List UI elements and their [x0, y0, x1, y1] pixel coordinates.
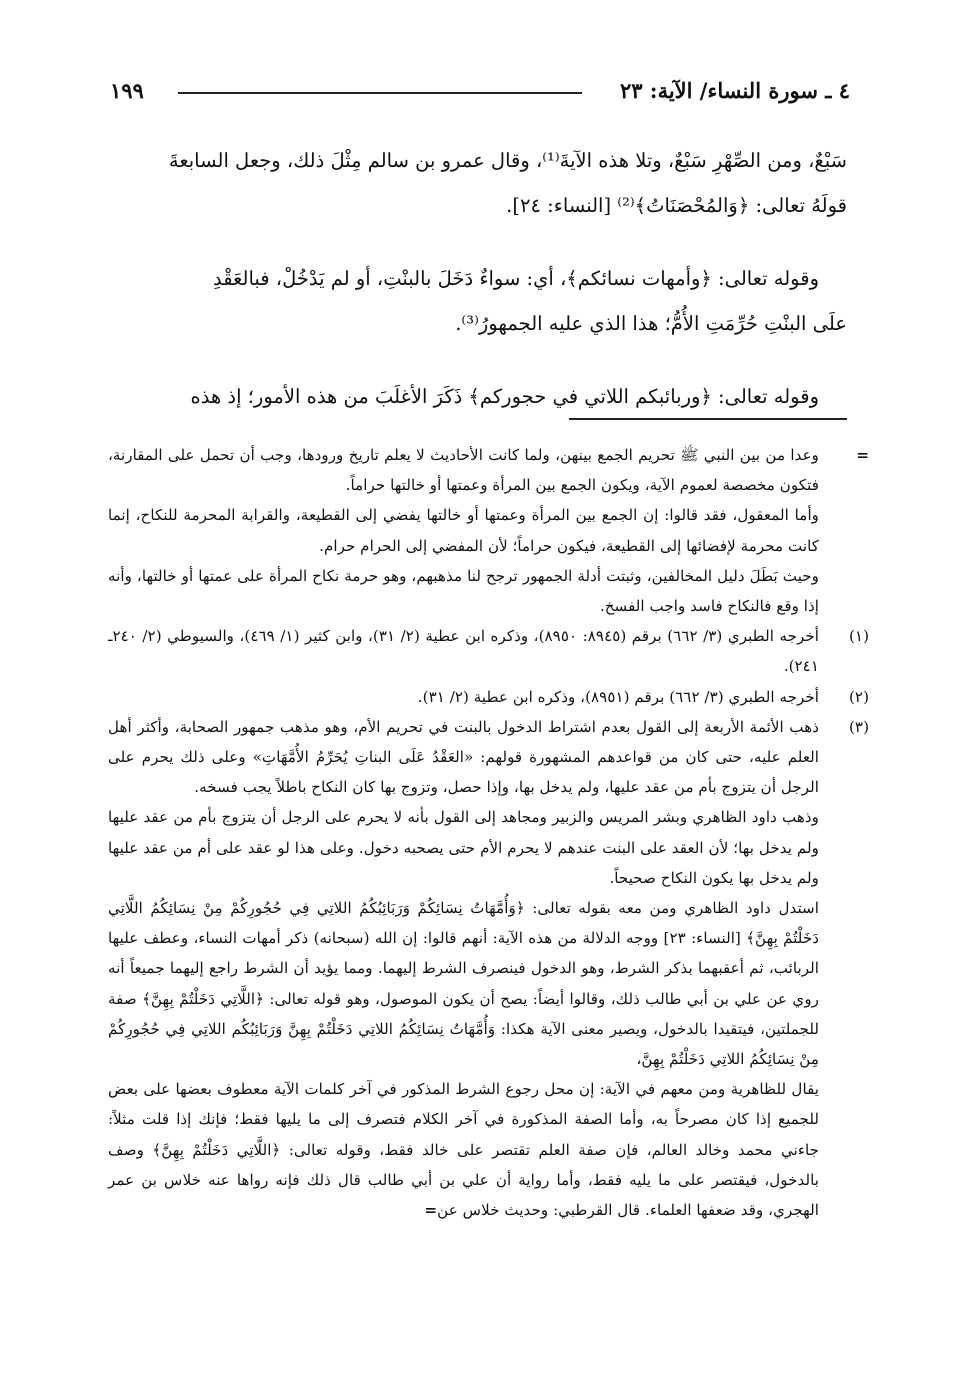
continuation-paragraph-2: وأما المعقول، فقد قالوا: إن الجمع بين المرأة وعمتها أو خالتها يفضي إلى القطيعة، والقرابة المحرمة للنكاح، إنما كانت محرمة لإفضائها إلى القطيعة، فيكون حراماً؛ لأن المفضي إلى الحرام حرام. — [108, 506, 819, 555]
footnote-3-paragraph-4 — [108, 1074, 819, 1225]
footnote-1 — [108, 621, 869, 681]
paragraph-1-line-1: سَبْعٌ، ومن الصِّهْرِ سَبْعٌ، وتلا هذه الآيةَ⁽¹⁾، وقال عمرو بن سالم مِثْلَ ذلك، وجعل السابعةَ — [168, 149, 847, 172]
header-rule — [178, 92, 582, 94]
continuation-paragraph-3: وحيث بَطَلَ دليل المخالفين، وثبتت أدلة الجمهور ترجح لنا مذهبهم، وهو حرمة نكاح المرأة على عمتها أو خالتها، وأنه إذا وقع فالنكاح فاسد واجب الفسخ. — [108, 566, 819, 616]
continuation-marker: = — [856, 446, 869, 464]
footnote-3 — [108, 712, 869, 1225]
footnote-continuation — [108, 440, 869, 621]
footnote-3-paragraph-4-text: يقال للظاهرية ومن معهم في الآية: إن محل رجوع الشرط المذكور في آخر كلمات الآية معطوف بعضها على بعض للجميع إذا كان مصرحاً به، وأما الصفة المذكورة في آخر الكلام فتصرف إلى ما يليها فقط؛ فإنك إذا قلت مثلاً: جاءني محمد وخالد العالم، فإن صفة العلم تقتصر على خالد فقط، وقوله تعالى: ﴿اللَّاتِي دَخَلْتُمْ بِهِنَّ﴾ وصف بالدخول، فيقتصر على ما يليه فقط، وأما رواية أن علي بن أبي طالب قال ذلك فإنه رواها عنه خلاس بن عمر الهجري، وقد ضعفها العلماء. قال القرطبي: وحديث خلاس عن — [108, 1080, 819, 1220]
footnote-1-number: (١) — [848, 627, 869, 646]
running-header — [110, 78, 850, 114]
page-number: ١٩٩ — [110, 78, 144, 103]
paragraph-2-line-2: علَى البنْتِ حُرِّمَتِ الأُمُّ؛ هذا الذي عليه الجمهورُ⁽³⁾. — [455, 312, 847, 335]
footnote-3-paragraph-3: استدل داود الظاهري ومن معه بقوله تعالى: ﴿وَأُمَّهَاتُ نِسَائِكُمْ وَرَبَائِبُكُمُ اللاتِي فِي حُجُورِكُمْ مِنْ نِسَائِكُمُ اللَّاتِي دَخَلْتُمْ بِهِنَّ﴾ [النساء: ٢٣] ووجه الدلالة من هذه الآية: أنهم قالوا: إن الله (سبحانه) ذكر أمهات النساء، وعطف عليها الربائب، ثم أعقبهما بذكر الشرط، وهو الدخول فينصرف الشرط إليهما. ومما يؤيد أن الشرط راجع إليهما جميعاً أنه روي عن علي بن أبي طالب ذلك، وقالوا أيضاً: يصح أن يكون الموصول، وهو قوله تعالى: ﴿اللَّاتِي دَخَلْتُمْ بِهِنَّ﴾ صفة للجملتين، فيتقيدا بالدخول، ويصير معنى الآية هكذا: وَأُمَّهَاتُ نِسَائِكُمُ اللاتِي دَخَلْتُمْ بِهِنَّ وَرَبَائِبُكُم اللاتِي فِي حُجُورِكُمْ مِنْ نِسَائِكُمُ اللاتِي دَخَلْتُمْ بِهِنَّ، — [108, 899, 819, 1069]
footnote-separator — [569, 418, 847, 420]
continuation-paragraph-1: وعدا من بين النبي ﷺ تحريم الجمع بينهن، ولما كانت الأحاديث لا يعلم تاريخ ورودها، وجب أن تحمل على المقارنة، فتكون مخصصة لعموم الآية، ويكون الجمع بين المرأة وعمتها أو خالتها حراماً. — [108, 446, 819, 495]
paragraph-2-line-1: وقوله تعالى: ﴿وأمهات نسائكم﴾، أي: سواءٌ دَخَلَ بالبنْتِ، أو لم يَدْخُلْ، فبالعَقْدِ — [213, 267, 819, 290]
chapter-title: ٤ ـ سورة النساء/ الآية: ٢٣ — [619, 78, 850, 103]
main-text — [110, 138, 847, 419]
footnote-3-paragraph-1: ذهب الأئمة الأربعة إلى القول بعدم اشتراط الدخول بالبنت في تحريم الأم، وهو مذهب جمهور الصحابة، وأكثر أهل العلم عليه، حتى كان من قواعدهم المشهورة قولهم: «العَقْدُ عَلَى البناتِ يُحَرِّمُ الأُمَّهَاتِ» وعلى ذلك يحرم على الرجل أن يتزوج بأم من عقد عليها، ولم يدخل بها، وإذا حصل، وتزوج بها كان النكاح باطلاً يجب فسخه. — [108, 717, 819, 797]
paragraph-1-line-2: قولَهُ تعالى: ﴿وَالمُحْصَنَاتُ﴾⁽²⁾ [النساء: ٢٤]. — [506, 194, 847, 217]
footnote-2-text: أخرجه الطبري (٣/ ٦٦٢) برقم (٨٩٥١)، وذكره ابن عطية (٢/ ٣١). — [417, 687, 819, 706]
footnote-1-text: أخرجه الطبري (٣/ ٦٦٢) برقم (٨٩٤٥: ٨٩٥٠)، وذكره ابن عطية (٢/ ٣١)، وابن كثير (١/ ٤٦٩)، والسيوطي (٢/ ٢٤٠ـ ٢٤١). — [108, 627, 819, 676]
footnotes — [108, 440, 869, 1225]
paragraph-3-line-1: وقوله تعالى: ﴿وربائبكم اللاتي في حجوركم﴾ ذَكَرَ الأغلَبَ من هذه الأمور؛ إذ هذه — [190, 385, 819, 408]
footnote-3-number: (٣) — [848, 717, 869, 736]
footnote-2 — [108, 682, 869, 712]
footnote-2-number: (٢) — [848, 687, 869, 706]
footnote-3-paragraph-2: وذهب داود الظاهري وبشر المريس والزبير ومجاهد إلى القول بأنه لا يحرم على الرجل أن يتزوج بأم من عقد عليها ولم يدخل بها؛ لأن العقد على البنت عندهم لا يحرم الأم حتى يصحبه دخول. وعلى هذا لو عقد على أم من عقد عليها ولم يدخل بها يكون النكاح صحيحاً. — [108, 808, 819, 887]
trailing-continuation-marker: = — [424, 1201, 438, 1220]
